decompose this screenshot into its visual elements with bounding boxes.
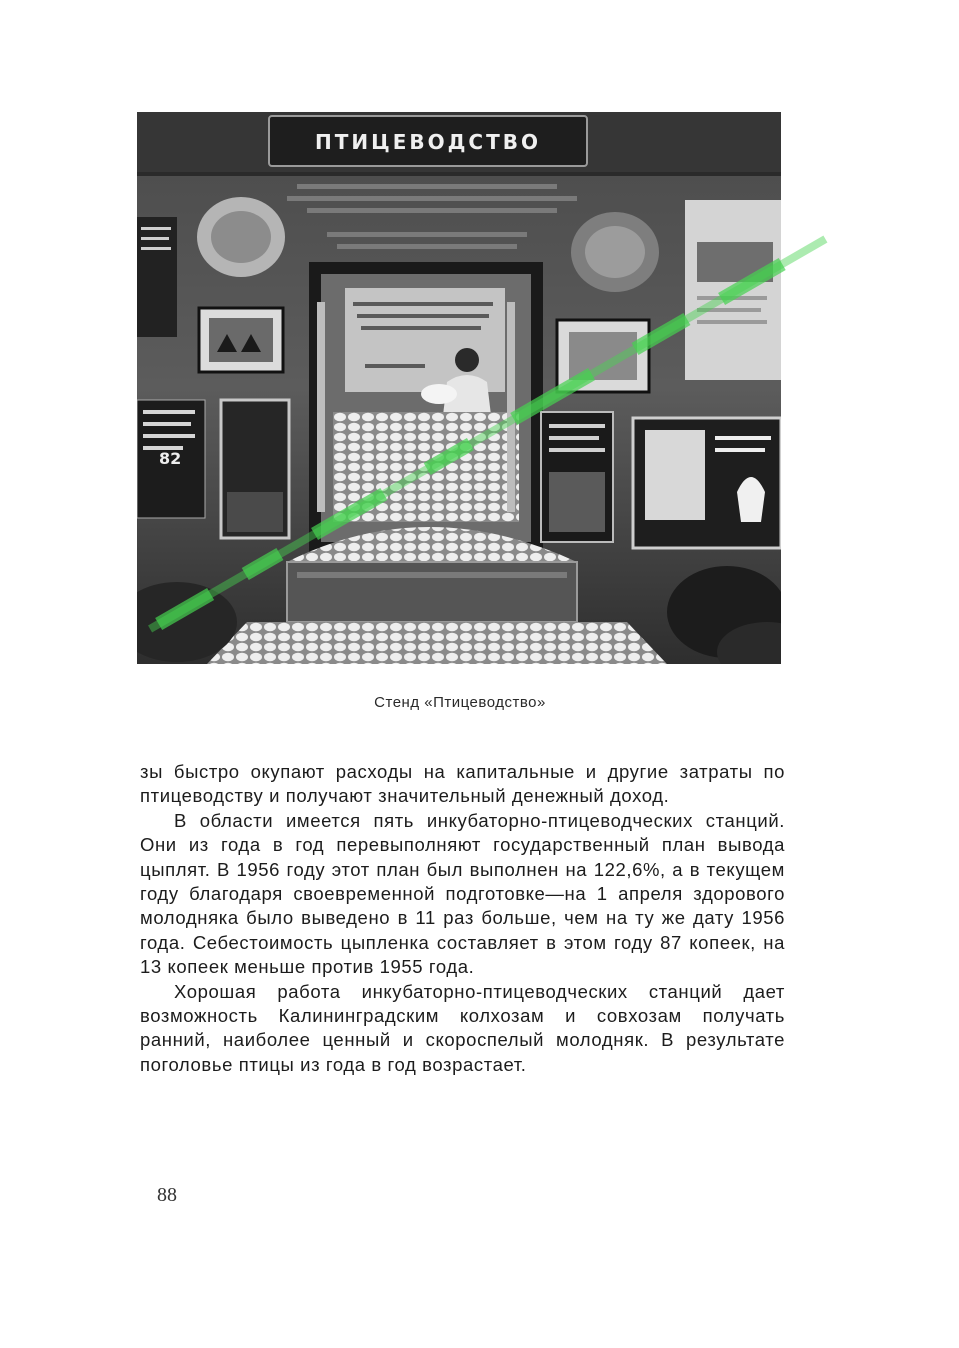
paragraph-1: зы быстро окупают расходы на капитальные и другие затраты по птицеводству и получают значительный денежный доход.: [140, 761, 785, 807]
page-number: 88: [157, 1184, 177, 1206]
board-number: 82: [159, 449, 182, 468]
paragraph-3: Хорошая работа инкубаторно-птицеводческих станций дает возможность Калининградским колхозам и совхозам получать ранний, наиболее ценный и скороспелый молодняк. В результате поголовье птицы из года в год возрастает.: [140, 980, 785, 1075]
photo-caption: Стенд «Птицеводство»: [374, 694, 546, 711]
paragraph-2: В области имеется пять инкубаторно-птицеводческих станций. Они из года в год перевыполняют государственный план вывода цыплят. В 1956 году этот план был выполнен на 122,6%, а в текущем году благодаря своевременной подготовке—на 1 апреля здорового молодняка было выведено в 11 раз больше, чем на ту же дату 1956 года. Себестоимость цыпленка составляет в этом году 87 копеек, на 13 копеек меньше против 1955 года.: [140, 809, 785, 978]
banner-title: ПТИЦЕВОДСТВО: [315, 130, 541, 154]
body-text: [140, 760, 785, 1077]
